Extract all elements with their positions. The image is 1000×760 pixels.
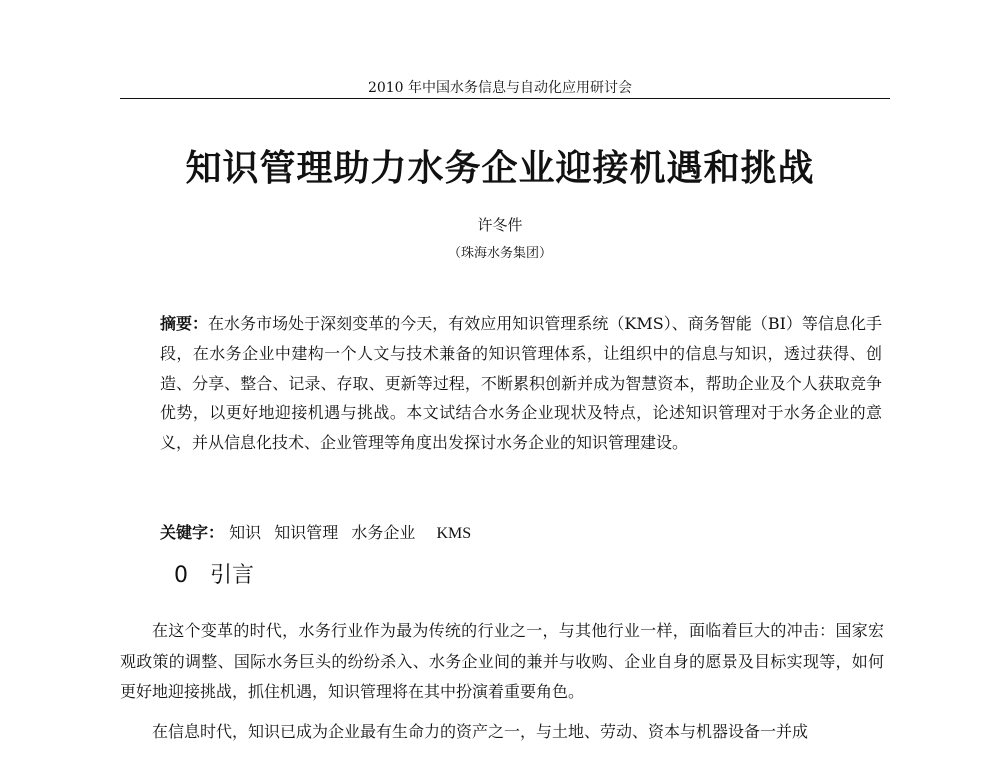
abstract: [160, 309, 882, 458]
keyword: 水务企业: [351, 523, 416, 542]
keyword: 知识: [229, 523, 262, 542]
section-number: 0: [174, 563, 188, 588]
author-affiliation: （珠海水务集团）: [447, 246, 552, 261]
section-title: 引言: [210, 563, 255, 588]
keyword: KMS: [436, 525, 472, 542]
section-heading: [174, 558, 254, 589]
keywords-label: 关键字：: [160, 523, 225, 542]
keyword: 知识管理: [274, 523, 339, 542]
running-head: 2010 年中国水务信息与自动化应用研讨会: [367, 80, 633, 96]
author-name: 许冬件: [477, 216, 523, 234]
body-paragraph: 在信息时代，知识已成为企业最有生命力的资产之一，与土地、劳动、资本与机器设备一并成: [152, 722, 809, 741]
paper-title: 知识管理助力水务企业迎接机遇和挑战: [185, 147, 815, 189]
header-rule: [120, 98, 890, 99]
abstract-text: 在水务市场处于深刻变革的今天，有效应用知识管理系统（KMS）、商务智能（BI）等信息化手段，在水务企业中建构一个人文与技术兼备的知识管理体系，让组织中的信息与知识，透过获得、创造、分享、整合、记录、存取、更新等过程，不断累积创新并成为智慧资本，帮助企业及个人获取竞争优势，以更好地迎接机遇与挑战。本文试结合水务企业现状及特点，论述知识管理对于水务企业的意义，并从信息化技术、企业管理等角度出发探讨水务企业的知识管理建设。: [160, 314, 882, 453]
keywords: [160, 520, 479, 543]
body-paragraph: 在这个变革的时代，水务行业作为最为传统的行业之一，与其他行业一样，面临着巨大的冲击：国家宏观政策的调整、国际水务巨头的纷纷杀入、水务企业间的兼并与收购、企业自身的愿景及目标实现等，如何更好地迎接挑战，抓住机遇，知识管理将在其中扮演着重要角色。: [120, 621, 884, 701]
abstract-label: 摘要：: [160, 314, 209, 333]
